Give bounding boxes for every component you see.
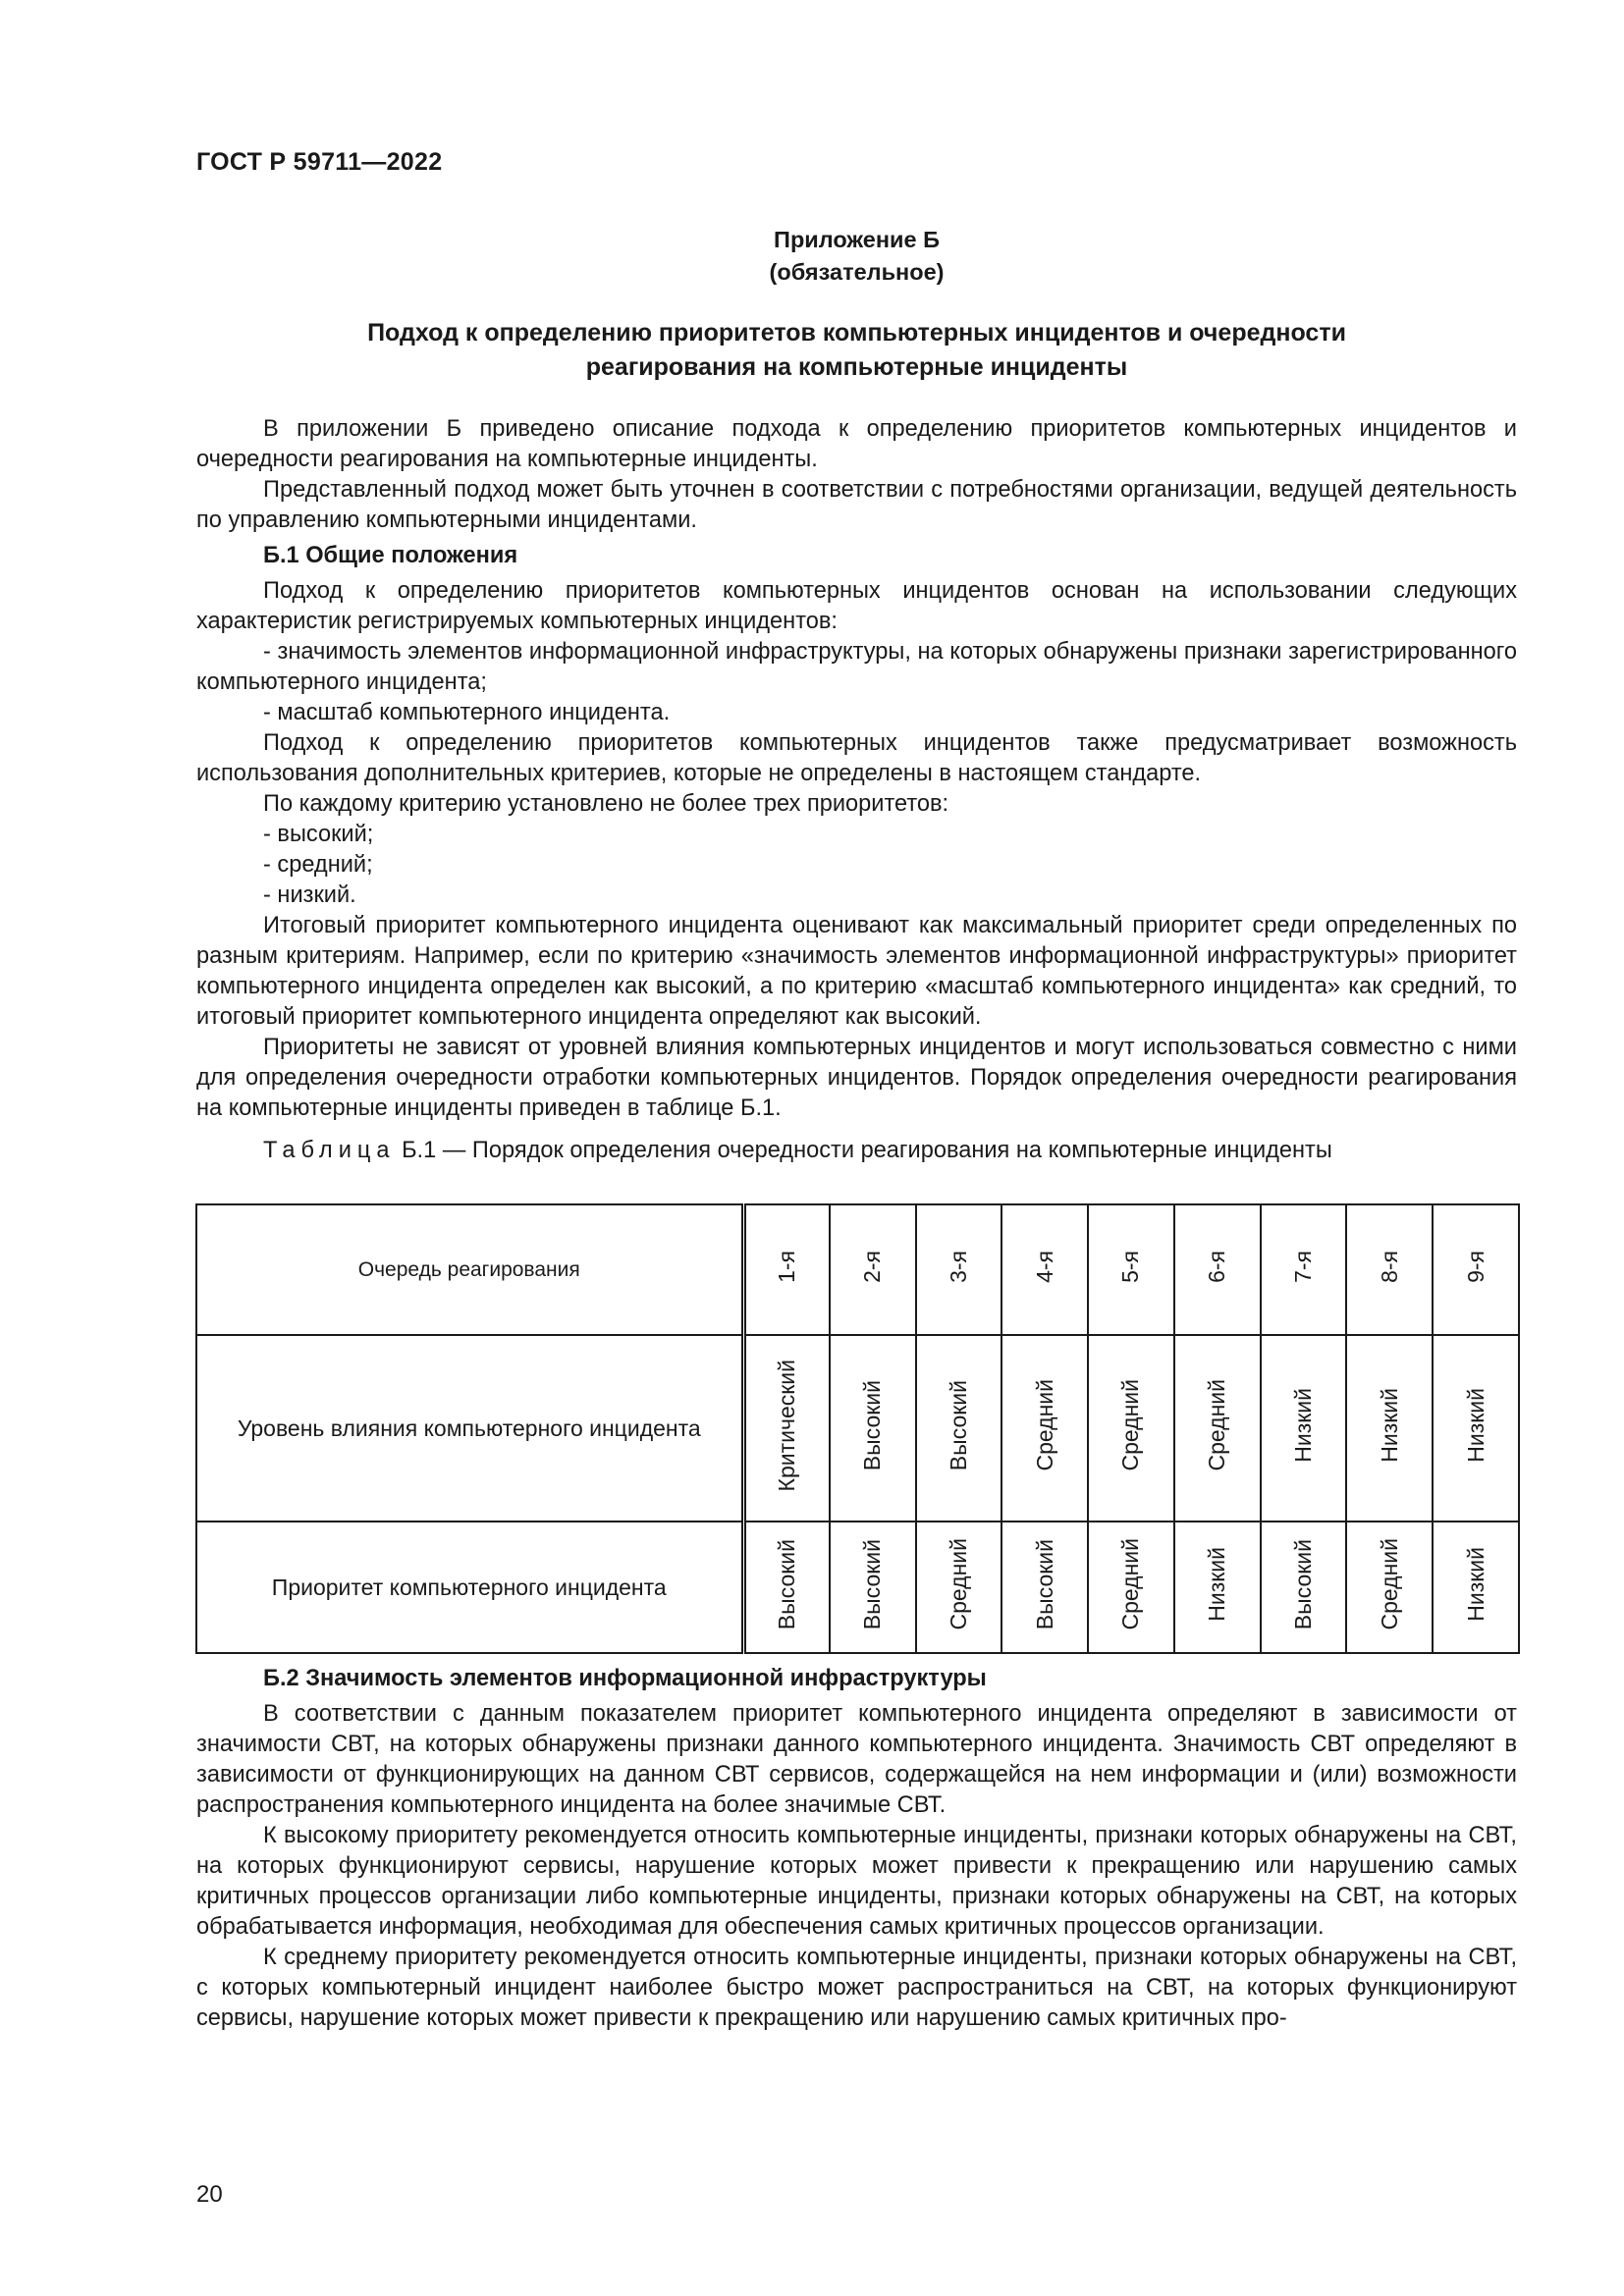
section-1-heading: Б.1 Общие положения (263, 543, 518, 568)
impact-cell (1433, 1335, 1519, 1522)
queue-cell (1174, 1204, 1261, 1335)
impact-cell (743, 1335, 830, 1522)
impact-value: Низкий (1376, 1388, 1402, 1463)
impact-cell (1001, 1335, 1088, 1522)
section-1-paragraph-5: Приоритеты не зависят от уровней влияния компьютерных инцидентов и могут использоваться совместно с ними для определения очередности отработки компьютерных инцидентов. Порядок определения очередности реагирования на компьютерные инциденты приведен в таблице Б.1. (196, 1035, 1517, 1121)
priority-table (195, 1203, 1520, 1654)
priority-level-medium: - средний; (263, 852, 373, 878)
queue-cell (830, 1204, 916, 1335)
section-2-heading: Б.2 Значимость элементов информационной инфраструктуры (263, 1666, 987, 1691)
document-title-line1: Подход к определению приоритетов компьютерных инцидентов и очередности (367, 319, 1346, 347)
queue-cell (1088, 1204, 1174, 1335)
queue-cell (916, 1204, 1002, 1335)
priority-cell (1088, 1522, 1174, 1653)
priority-cell (1001, 1522, 1088, 1653)
priority-cell (830, 1522, 916, 1653)
appendix-heading (196, 224, 1517, 289)
priority-value: Высокий (1031, 1538, 1057, 1630)
table-row-priority (196, 1522, 1519, 1653)
priority-cell (743, 1522, 830, 1653)
impact-cell (1261, 1335, 1347, 1522)
priority-cell (916, 1522, 1002, 1653)
queue-value: 5-я (1117, 1251, 1144, 1283)
impact-value: Средний (1204, 1379, 1230, 1471)
queue-value: 6-я (1204, 1251, 1230, 1283)
queue-value: 4-я (1031, 1251, 1057, 1283)
section-2-paragraph-2: К высокому приоритету рекомендуется относить компьютерные инциденты, признаки которых обнаружены на СВТ, на которых функционируют сервисы, нарушение которых может привести к прекращению или нарушению самых критичных процессов организации либо компьютерные инциденты, признаки которых обнаружены на СВТ, на которых обрабатывается информация, необходимая для обеспечения самых критичных процессов организации. (196, 1823, 1517, 1940)
impact-value: Средний (1117, 1379, 1144, 1471)
queue-cell (1261, 1204, 1347, 1335)
priority-value: Высокий (1289, 1538, 1316, 1630)
impact-cell (1174, 1335, 1261, 1522)
standard-code: ГОСТ Р 59711—2022 (196, 148, 443, 176)
table-caption-word: Таблица (263, 1138, 396, 1163)
section-2-paragraph-1: В соответствии с данным показателем приоритет компьютерного инцидента определяют в зависимости от значимости СВТ, на которых обнаружены признаки данного компьютерного инцидента. Значимость СВТ определяют в зависимости от функционирующих на данном СВТ сервисов, содержащейся на нем информации и (или) возможности распространения компьютерного инцидента на более значимые СВТ. (196, 1701, 1517, 1818)
appendix-title: Приложение Б (774, 227, 940, 252)
priority-value: Средний (1376, 1538, 1402, 1630)
priority-value: Средний (1117, 1538, 1144, 1630)
priority-value: Средний (945, 1538, 971, 1630)
impact-value: Высокий (859, 1379, 886, 1471)
queue-value: 2-я (859, 1251, 886, 1283)
priority-cell (1261, 1522, 1347, 1653)
page-number: 20 (196, 2181, 223, 2208)
priority-cell (1174, 1522, 1261, 1653)
section-1-paragraph-4: Итоговый приоритет компьютерного инцидента оценивают как максимальный приоритет среди определенных по разным критериям. Например, если по критерию «значимость элементов информационной инфраструктуры» приоритет компьютерного инцидента определен как высокий, а по критерию «масштаб компьютерного инцидента» как средний, то итоговый приоритет компьютерного инцидента определяют как высокий. (196, 913, 1517, 1030)
table-caption (196, 1136, 1517, 1166)
document-title-line2: реагирования на компьютерные инциденты (585, 353, 1128, 381)
priority-value: Высокий (774, 1538, 800, 1630)
table-row-queue (196, 1204, 1519, 1335)
queue-value: 7-я (1289, 1251, 1316, 1283)
section-2-paragraph-3: К среднему приоритету рекомендуется относить компьютерные инциденты, признаки которых обнаружены на СВТ, с которых компьютерный инцидент наиболее быстро может распространиться на СВТ, на которых функционируют сервисы, нарушение которых может привести к прекращению или нарушению самых критичных про- (196, 1945, 1517, 2031)
queue-value: 1-я (774, 1251, 800, 1283)
row-label-priority: Приоритет компьютерного инцидента (196, 1522, 743, 1653)
priority-level-low: - низкий. (263, 882, 356, 908)
queue-cell (743, 1204, 830, 1335)
document-title (196, 316, 1517, 385)
impact-value: Низкий (1462, 1388, 1489, 1463)
priority-cell (1346, 1522, 1433, 1653)
body-text-upper (196, 414, 1517, 1166)
section-1-paragraph-3: По каждому критерию установлено не более трех приоритетов: (263, 791, 949, 817)
section-1-paragraph-2: Подход к определению приоритетов компьютерных инцидентов также предусматривает возможность использования дополнительных критериев, которые не определены в настоящем стандарте. (196, 730, 1517, 786)
queue-value: 9-я (1462, 1251, 1489, 1283)
intro-paragraph-2: Представленный подход может быть уточнен в соответствии с потребностями организации, ведущей деятельность по управлению компьютерными инцидентами. (196, 477, 1517, 533)
impact-value: Высокий (945, 1379, 971, 1471)
priority-cell (1433, 1522, 1519, 1653)
impact-cell (916, 1335, 1002, 1522)
priority-level-high: - высокий; (263, 822, 374, 847)
row-label-queue: Очередь реагирования (196, 1204, 743, 1335)
section-1-list-item-2: - масштаб компьютерного инцидента. (263, 700, 671, 725)
priority-value: Высокий (859, 1538, 886, 1630)
appendix-status: (обязательное) (769, 259, 945, 285)
priority-value: Низкий (1462, 1547, 1489, 1622)
intro-paragraph-1: В приложении Б приведено описание подхода к определению приоритетов компьютерных инцидентов и очередности реагирования на компьютерные инциденты. (196, 416, 1517, 472)
queue-cell (1346, 1204, 1433, 1335)
body-text-lower (196, 1664, 1517, 2034)
impact-value: Критический (774, 1359, 800, 1492)
table-caption-text: Б.1 — Порядок определения очередности реагирования на компьютерные инциденты (395, 1138, 1332, 1163)
table-row-impact (196, 1335, 1519, 1522)
section-1-paragraph-1: Подход к определению приоритетов компьютерных инцидентов основан на использовании следующих характеристик регистрируемых компьютерных инцидентов: (196, 578, 1517, 634)
priority-value: Низкий (1204, 1547, 1230, 1622)
impact-value: Низкий (1289, 1388, 1316, 1463)
section-1-list-item-1: - значимость элементов информационной инфраструктуры, на которых обнаружены признаки зарегистрированного компьютерного инцидента; (196, 639, 1517, 695)
impact-cell (1346, 1335, 1433, 1522)
queue-cell (1001, 1204, 1088, 1335)
queue-value: 3-я (945, 1251, 971, 1283)
impact-value: Средний (1031, 1379, 1057, 1471)
impact-cell (1088, 1335, 1174, 1522)
row-label-impact: Уровень влияния компьютерного инцидента (196, 1335, 743, 1522)
queue-value: 8-я (1376, 1251, 1402, 1283)
queue-cell (1433, 1204, 1519, 1335)
impact-cell (830, 1335, 916, 1522)
